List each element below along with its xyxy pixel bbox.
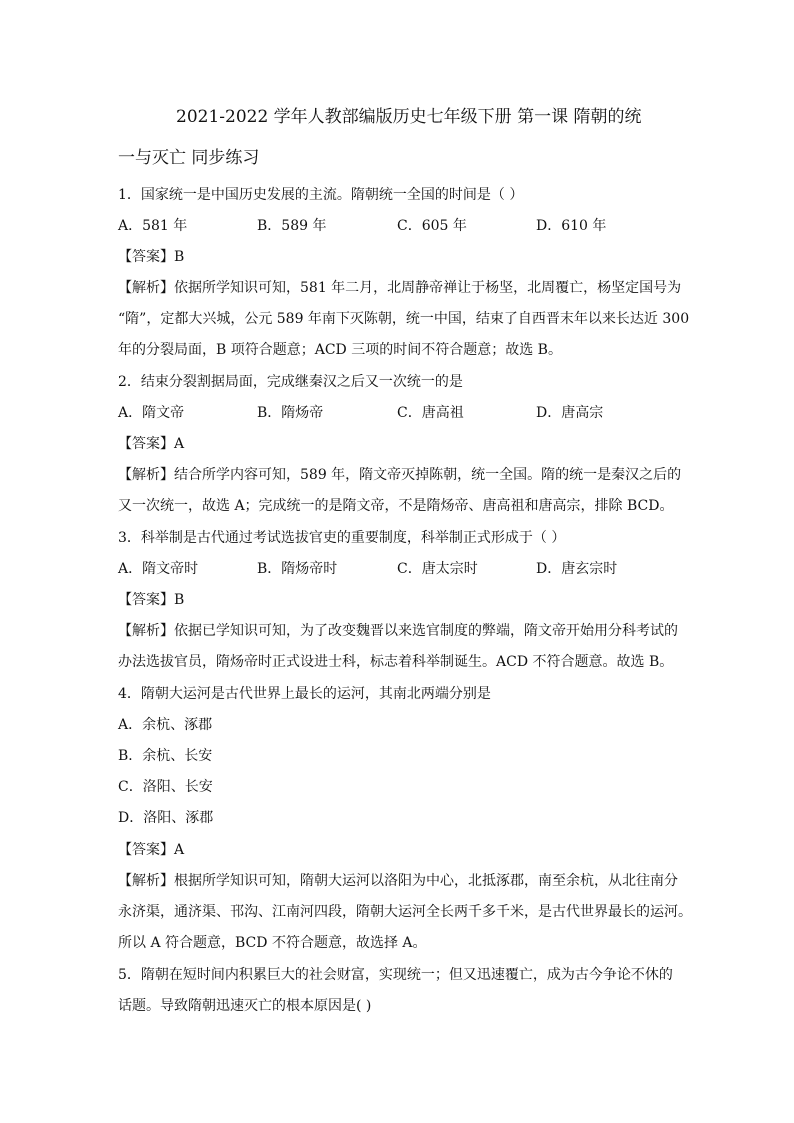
question-2-stem: 2．结束分裂割据局面，完成继秦汉之后又一次统一的是 — [118, 374, 463, 390]
question-3-option-b: B．隋炀帝时 — [257, 561, 338, 577]
question-3-option-d: D．唐玄宗时 — [536, 561, 618, 577]
question-1-option-a: A．581 年 — [118, 218, 188, 234]
question-4-option-a: A．余杭、涿郡 — [118, 717, 213, 733]
question-1-analysis-line: “隋”，定都大兴城，公元 589 年南下灭陈朝，统一中国，结束了自西晋末年以来长达近 300 — [118, 311, 690, 327]
question-2-option-d: D．唐高宗 — [536, 405, 604, 421]
question-4-stem: 4．隋朝大运河是古代世界上最长的运河，其南北两端分别是 — [118, 686, 491, 702]
question-3-analysis-line: 【解析】依据已学知识可知，为了改变魏晋以来选官制度的弊端，隋文帝开始用分科考试的 — [118, 623, 678, 639]
question-2-analysis-line: 又一次统一，故选 A；完成统一的是隋文帝，不是隋炀帝、唐高祖和唐高宗，排除 BCD。 — [118, 498, 674, 514]
question-1-answer: 【答案】B — [118, 249, 185, 265]
question-2-answer: 【答案】A — [118, 436, 185, 452]
question-2-option-a: A．隋文帝 — [118, 405, 185, 421]
question-4-analysis-line: 所以 A 符合题意，BCD 不符合题意，故选择 A。 — [118, 935, 427, 951]
question-1-analysis-line: 【解析】依据所学知识可知，581 年二月，北周静帝禅让于杨坚，北周覆亡，杨坚定国号为 — [118, 280, 682, 296]
question-5-stem-line: 5．隋朝在短时间内积累巨大的社会财富，实现统一；但又迅速覆亡，成为古今争论不休的 — [118, 967, 673, 983]
question-1-option-c: C．605 年 — [397, 218, 467, 234]
question-4-answer: 【答案】A — [118, 842, 185, 858]
question-4-option-b: B．余杭、长安 — [118, 748, 213, 764]
question-4-analysis-line: 永济渠，通济渠、邗沟、江南河四段，隋朝大运河全长两千多千米，是古代世界最长的运河。 — [118, 904, 692, 920]
document-title-line2: 一与灭亡 同步练习 — [118, 148, 260, 168]
question-2-option-b: B．隋炀帝 — [257, 405, 324, 421]
question-4-option-d: D．洛阳、涿郡 — [118, 810, 214, 826]
question-5-stem-line: 话题。导致隋朝迅速灭亡的根本原因是( ) — [118, 998, 372, 1014]
document-title-line1: 2021-2022 学年人教部编版历史七年级下册 第一课 隋朝的统 — [176, 107, 642, 127]
question-1-stem: 1．国家统一是中国历史发展的主流。隋朝统一全国的时间是（ ） — [118, 187, 524, 203]
question-1-option-b: B．589 年 — [257, 218, 327, 234]
question-4-analysis-line: 【解析】根据所学知识可知，隋朝大运河以洛阳为中心，北抵涿郡，南至余杭，从北往南分 — [118, 873, 678, 889]
question-3-answer: 【答案】B — [118, 592, 185, 608]
question-2-analysis-line: 【解析】结合所学内容可知，589 年，隋文帝灭掉陈朝，统一全国。隋的统一是秦汉之后的 — [118, 467, 682, 483]
question-1-option-d: D．610 年 — [536, 218, 607, 234]
question-3-analysis-line: 办法选拔官员，隋炀帝时正式设进士科，标志着科举制诞生。ACD 不符合题意。故选 B。 — [118, 654, 674, 670]
question-1-analysis-line: 年的分裂局面，B 项符合题意；ACD 三项的时间不符合题意；故选 B。 — [118, 342, 562, 358]
question-3-stem: 3．科举制是古代通过考试选拔官吏的重要制度，科举制正式形成于（ ） — [118, 530, 566, 546]
question-3-option-a: A．隋文帝时 — [118, 561, 199, 577]
question-4-option-c: C．洛阳、长安 — [118, 779, 213, 795]
question-2-option-c: C．唐高祖 — [397, 405, 464, 421]
question-3-option-c: C．唐太宗时 — [397, 561, 478, 577]
